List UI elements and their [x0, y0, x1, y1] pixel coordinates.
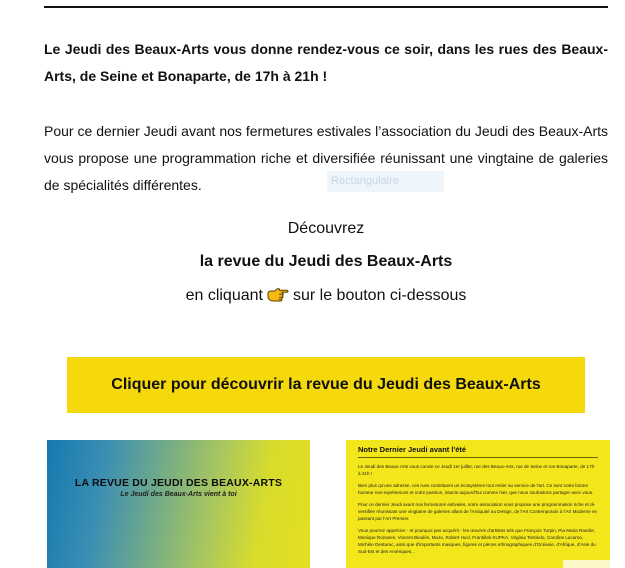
cover-subtitle: Le Jeudi des Beaux-Arts vient à toi — [120, 491, 237, 498]
page-curl — [563, 560, 610, 568]
preview-paragraph: Pour ce dernier Jeudi avant nos fermetures estivales, notre association vous propose une programmation riche et di-versifiée réunissant une vingtaine de galeries allant de l'Antiquité au Design, de l'Art Contemporain à l'Art Moderne en passant par l'Art Premier. — [358, 502, 598, 521]
program-paragraph: Pour ce dernier Jeudi avant nos fermetures estivales l’association du Jeudi des Beaux-Arts vous propose une programmation riche et diversifiée réunissant une vingtaine de galeries de spécialités différentes. — [44, 123, 608, 193]
click-instruction-end: sur le bouton ci-dessous — [292, 287, 467, 304]
top-divider — [44, 6, 608, 8]
revue-title: la revue du Jeudi des Beaux-Arts — [199, 253, 453, 270]
click-instruction-start: en cliquant — [185, 287, 263, 304]
cover-title: LA REVUE DU JEUDI DES BEAUX-ARTS — [74, 477, 283, 489]
preview-paragraph: Le Jeudi des Beaux-Arts vous convie ce Jeudi 1er juillet, rue des Beaux-Arts, rue de Seine et rue Bonaparte, de 17h à 21h ! — [358, 464, 595, 476]
preview-title: Notre Dernier Jeudi avant l'été — [358, 445, 598, 458]
discover-revue-button[interactable]: Cliquer pour découvrir la revue du Jeudi des Beaux-Arts — [67, 357, 585, 413]
revue-page-preview[interactable] — [346, 440, 610, 568]
preview-paragraph: Bien plus qu'une adresse, ces rues constituent un écosystème tout entier au service de l'art. Ce sont notre bonne humeur nos expériences et notre passion, intacts aujourd'hui comme hier, que nous souhaitons partager avec vous. — [358, 483, 594, 495]
preview-paragraph: Vous pourrez apprécier - et pourquoi pas acquérir - les œuvres d'artistes tels que François Turpin, Pia Maria Raeder, Monique Rozanes, Vincent Bioulès, Muzo, Robert Hucl, František KUPKA, Virginia Tentindo, Caroline Lacarno, Michèle Destarac, ainsi que d'importants masques, figures et pièces ethnographiques d'Océanie, d'Afrique, d'Asie du Sud-Est et des Amériques... — [358, 528, 596, 554]
shape-tooltip: Rectangulaire — [327, 171, 444, 192]
discover-heading: Découvrez — [287, 220, 365, 237]
pointing-hand-icon — [267, 287, 289, 302]
revue-cover-card[interactable] — [47, 440, 310, 568]
intro-paragraph: Le Jeudi des Beaux-Arts vous donne rendez-vous ce soir, dans les rues des Beaux-Arts, de Seine et Bonaparte, de 17h à 21h ! — [44, 41, 608, 84]
click-instruction — [44, 286, 608, 306]
